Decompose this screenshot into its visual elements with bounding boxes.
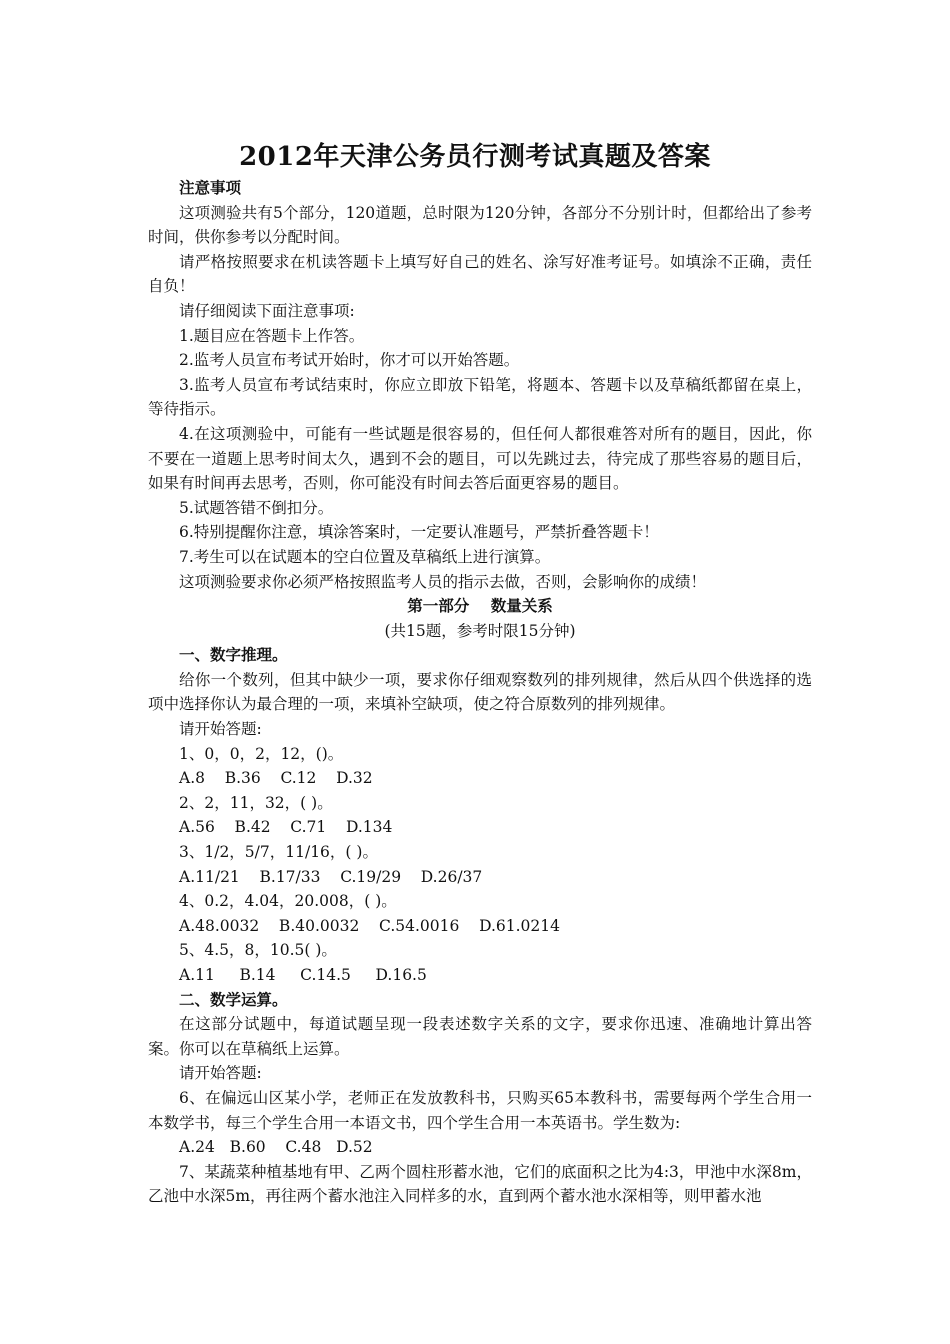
question-3: 3、1/2，5/7，11/16，( )。 <box>179 843 378 862</box>
question-2-options: A.56 B.42 C.71 D.134 <box>179 818 393 837</box>
notice-item: 3.监考人员宣布考试结束时，你应立即放下铅笔，将题本、答题卡以及草稿纸都留在桌上，等待指示。 <box>148 375 812 419</box>
notice-paragraph-2: 请严格按照要求在机读答题卡上填写好自己的姓名、涂写好准考证号。如填涂不正确，责任自负！ <box>148 252 812 296</box>
document-title: 2012年天津公务员行测考试真题及答案 <box>239 142 711 172</box>
notice-paragraph-1: 这项测验共有5个部分，120道题，总时限为120分钟，各部分不分别计时，但都给出了参考时间，供你参考以分配时间。 <box>148 203 812 247</box>
question-3-options: A.11/21 B.17/33 C.19/29 D.26/37 <box>179 867 483 886</box>
section1-heading: 一、数字推理。 <box>179 645 288 665</box>
section1-description: 给你一个数列，但其中缺少一项，要求你仔细观察数列的排列规律，然后从四个供选择的选项中选择你认为最合理的一项，来填补空缺项，使之符合原数列的排列规律。 <box>148 670 812 714</box>
document-body <box>148 176 812 1209</box>
question-4: 4、0.2，4.04，20.008，( )。 <box>179 892 397 911</box>
question-1: 1、0，0，2，12，()。 <box>179 744 344 763</box>
question-6-options: A.24 B.60 C.48 D.52 <box>179 1138 373 1157</box>
question-7: 7、某蔬菜种植基地有甲、乙两个圆柱形蓄水池，它们的底面积之比为4:3，甲池中水深8m，乙池中水深5m，再往两个蓄水池注入同样多的水，直到两个蓄水池水深相等，则甲蓄水池 <box>148 1162 812 1206</box>
question-1-options: A.8 B.36 C.12 D.32 <box>179 769 373 788</box>
section2-description: 在这部分试题中，每道试题呈现一段表述数字关系的文字，要求你迅速、准确地计算出答案。你可以在草稿纸上运算。 <box>148 1015 812 1058</box>
section2-heading: 二、数学运算。 <box>179 989 288 1009</box>
notice-paragraph-3: 请仔细阅读下面注意事项: <box>179 301 355 320</box>
question-4-options: A.48.0032 B.40.0032 C.54.0016 D.61.0214 <box>179 916 560 935</box>
notice-item: 4.在这项测验中，可能有一些试题是很容易的，但任何人都很难答对所有的题目，因此，你不要在一道题上思考时间太久，遇到不会的题目，可以先跳过去，待完成了那些容易的题目后，如果有时间再去思考，否则，你可能没有时间去答后面更容易的题目。 <box>148 424 812 493</box>
question-6: 6、在偏远山区某小学，老师正在发放教科书，只购买65本教科书，需要每两个学生合用一本数学书，每三个学生合用一本语文书，四个学生合用一本英语书。学生数为: <box>148 1088 812 1132</box>
notice-item: 1.题目应在答题卡上作答。 <box>179 326 365 345</box>
notice-heading: 注意事项 <box>179 178 242 197</box>
question-5-options: A.11 B.14 C.14.5 D.16.5 <box>179 966 427 984</box>
notice-item: 6.特别提醒你注意，填涂答案时，一定要认准题号，严禁折叠答题卡！ <box>179 523 659 542</box>
question-2: 2、2，11，32，( )。 <box>179 793 333 812</box>
question-5: 5、4.5，8，10.5( )。 <box>179 941 337 960</box>
notice-item: 5.试题答错不倒扣分。 <box>179 498 334 517</box>
section1-start: 请开始答题: <box>179 720 262 739</box>
part1-heading: 第一部分 数量关系 <box>407 596 553 616</box>
part1-subheading: (共15题，参考时限15分钟) <box>384 621 576 640</box>
notice-item: 7.考生可以在试题本的空白位置及草稿纸上进行演算。 <box>179 547 551 566</box>
section2-start: 请开始答题: <box>179 1064 262 1083</box>
notice-closing: 这项测验要求你必须严格按照监考人员的指示去做，否则，会影响你的成绩！ <box>179 572 707 591</box>
notice-item: 2.监考人员宣布考试开始时，你才可以开始答题。 <box>179 351 520 370</box>
